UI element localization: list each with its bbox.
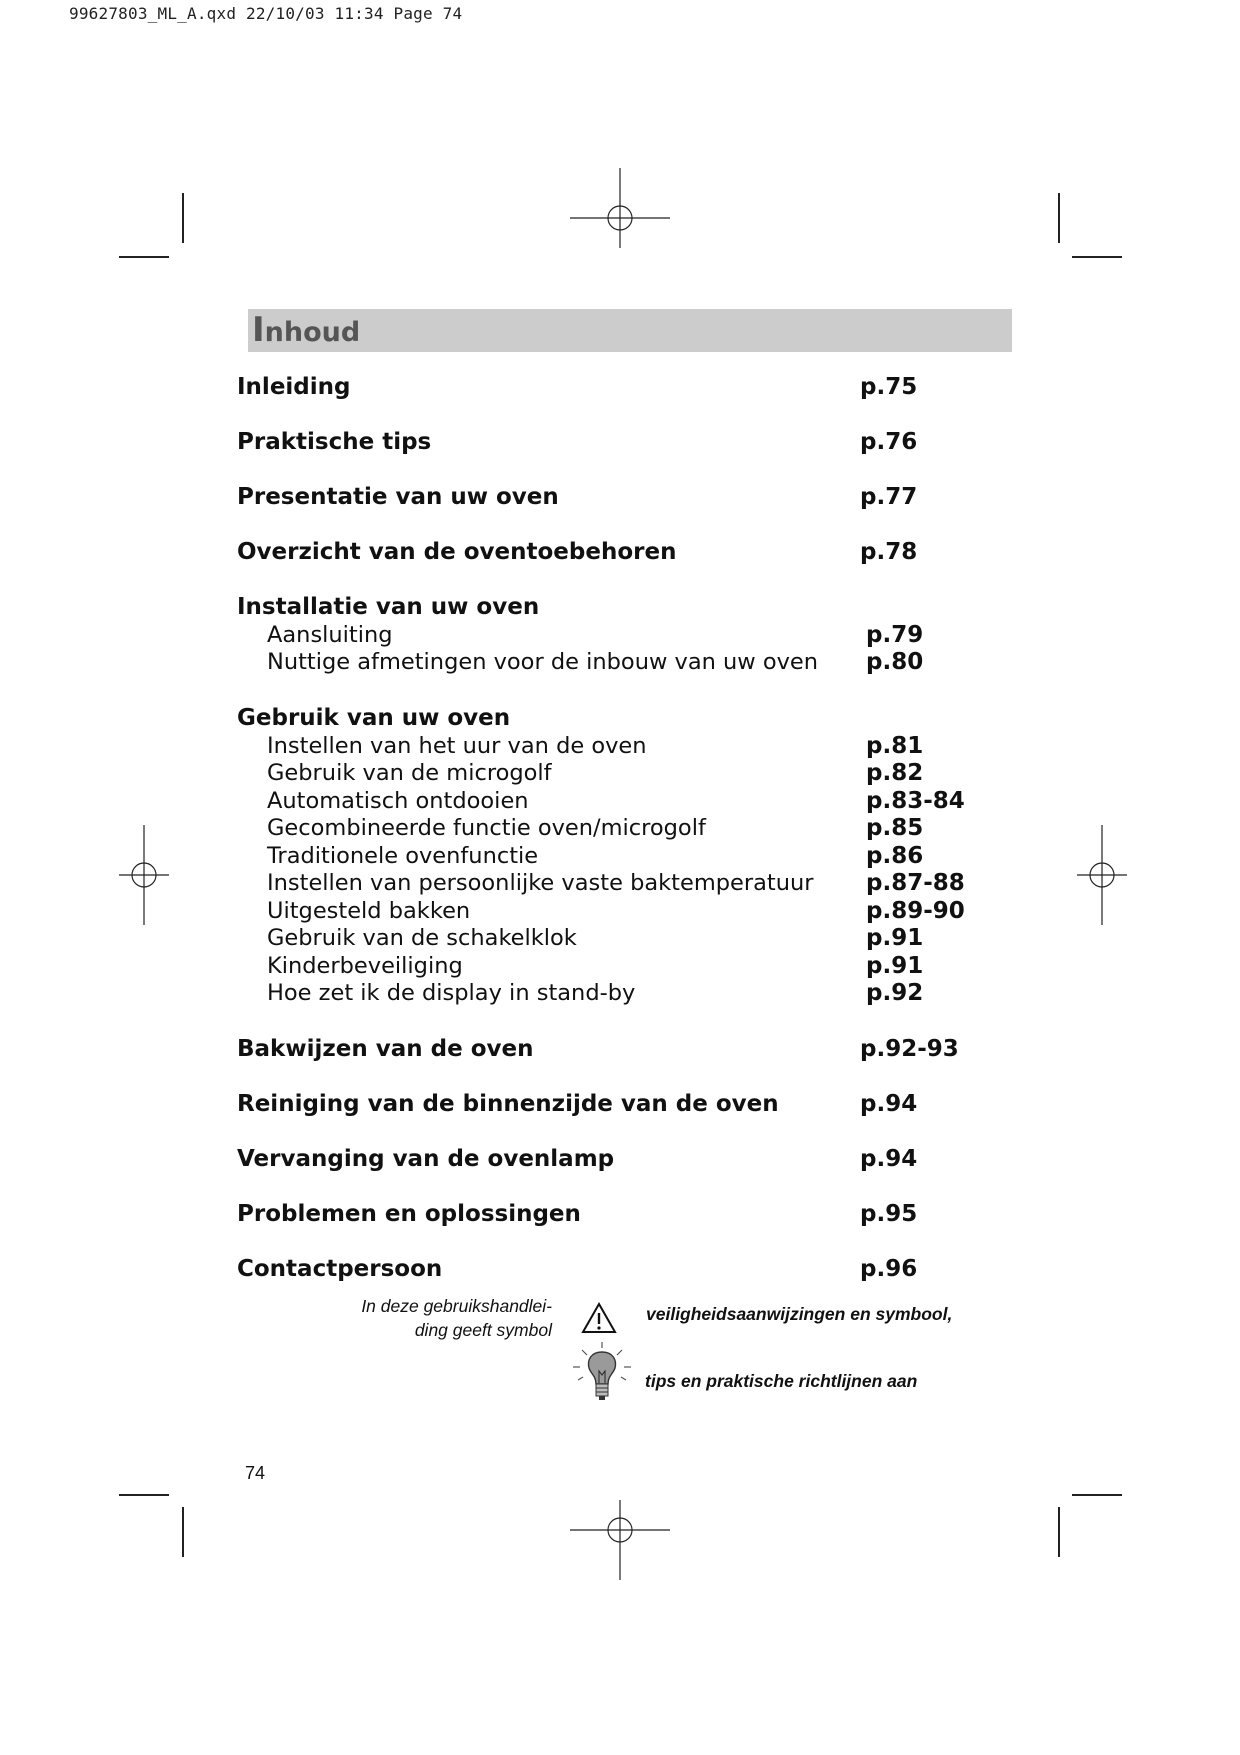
lightbulb-icon (570, 1340, 634, 1404)
toc-entry: Bakwijzen van de oven (237, 1036, 534, 1062)
toc-page-ref: p.87-88 (866, 870, 965, 896)
toc-entry: Inleiding (237, 374, 351, 400)
toc-entry: Praktische tips (237, 429, 432, 455)
symbol-note-line: ding geeft symbol (414, 1320, 552, 1340)
toc-entry: Problemen en oplossingen (237, 1201, 581, 1227)
toc-page-ref: p.91 (866, 925, 924, 951)
toc-subentry: Gecombineerde functie oven/microgolf (267, 815, 706, 841)
toc-page-ref: p.82 (866, 760, 924, 786)
toc-entry: Vervanging van de ovenlamp (237, 1146, 615, 1172)
toc-entry: Overzicht van de oventoebehoren (237, 539, 677, 565)
registration-mark-bottom (570, 1480, 670, 1580)
toc-entry: Installatie van uw oven (237, 594, 540, 620)
toc-subentry: Instellen van persoonlijke vaste baktemperatuur (267, 870, 814, 896)
toc-page-ref: p.75 (860, 374, 918, 400)
print-slug: 99627803_ML_A.qxd 22/10/03 11:34 Page 74 (69, 4, 463, 23)
toc-page-ref: p.86 (866, 843, 924, 869)
toc-page-ref: p.94 (860, 1091, 918, 1117)
toc-subentry: Instellen van het uur van de oven (267, 733, 647, 759)
toc-subentry: Nuttige afmetingen voor de inbouw van uw oven (267, 649, 819, 675)
page-title-bar (248, 309, 1012, 352)
tips-note-text: tips en praktische richtlijnen aan (645, 1371, 918, 1391)
crop-mark (182, 193, 184, 243)
toc-entry: Presentatie van uw oven (237, 484, 559, 510)
safety-note-text: veiligheidsaanwijzingen en symbool, (646, 1304, 953, 1324)
page-title: Inhoud (252, 310, 361, 350)
toc-page-ref: p.89-90 (866, 898, 965, 924)
toc-subentry: Hoe zet ik de display in stand-by (267, 980, 636, 1006)
toc-entry: Gebruik van uw oven (237, 705, 511, 731)
crop-mark (1058, 193, 1060, 243)
registration-mark-top (570, 168, 670, 268)
toc-page-ref: p.79 (866, 622, 924, 648)
toc-subentry: Gebruik van de schakelklok (267, 925, 577, 951)
toc-entry: Reiniging van de binnenzijde van de oven (237, 1091, 779, 1117)
symbol-note-line: In deze gebruikshandlei- (361, 1296, 552, 1316)
symbol-note-intro (300, 1294, 552, 1342)
toc-page-ref: p.94 (860, 1146, 918, 1172)
crop-mark (1072, 256, 1122, 258)
toc-page-ref: p.92-93 (860, 1036, 959, 1062)
warning-triangle-icon (581, 1302, 617, 1334)
toc-subentry: Automatisch ontdooien (267, 788, 529, 814)
toc-subentry: Kinderbeveiliging (267, 953, 463, 979)
crop-mark (1058, 1507, 1060, 1557)
toc-page-ref: p.83-84 (866, 788, 965, 814)
toc-page-ref: p.81 (866, 733, 924, 759)
toc-subentry: Uitgesteld bakken (267, 898, 471, 924)
registration-mark-left (94, 825, 194, 925)
toc-page-ref: p.92 (866, 980, 924, 1006)
toc-page-ref: p.91 (866, 953, 924, 979)
crop-mark (119, 256, 169, 258)
toc-subentry: Aansluiting (267, 622, 393, 648)
toc-page-ref: p.85 (866, 815, 924, 841)
toc-page-ref: p.95 (860, 1201, 918, 1227)
toc-page-ref: p.76 (860, 429, 918, 455)
crop-mark (182, 1507, 184, 1557)
registration-mark-right (1052, 825, 1152, 925)
toc-entry: Contactpersoon (237, 1256, 443, 1282)
toc-page-ref: p.78 (860, 539, 918, 565)
toc-page-ref: p.80 (866, 649, 924, 675)
toc-subentry: Gebruik van de microgolf (267, 760, 552, 786)
crop-mark (119, 1494, 169, 1496)
toc-page-ref: p.96 (860, 1256, 918, 1282)
crop-mark (1072, 1494, 1122, 1496)
toc-subentry: Traditionele ovenfunctie (267, 843, 539, 869)
page-number: 74 (245, 1463, 266, 1483)
toc-page-ref: p.77 (860, 484, 918, 510)
